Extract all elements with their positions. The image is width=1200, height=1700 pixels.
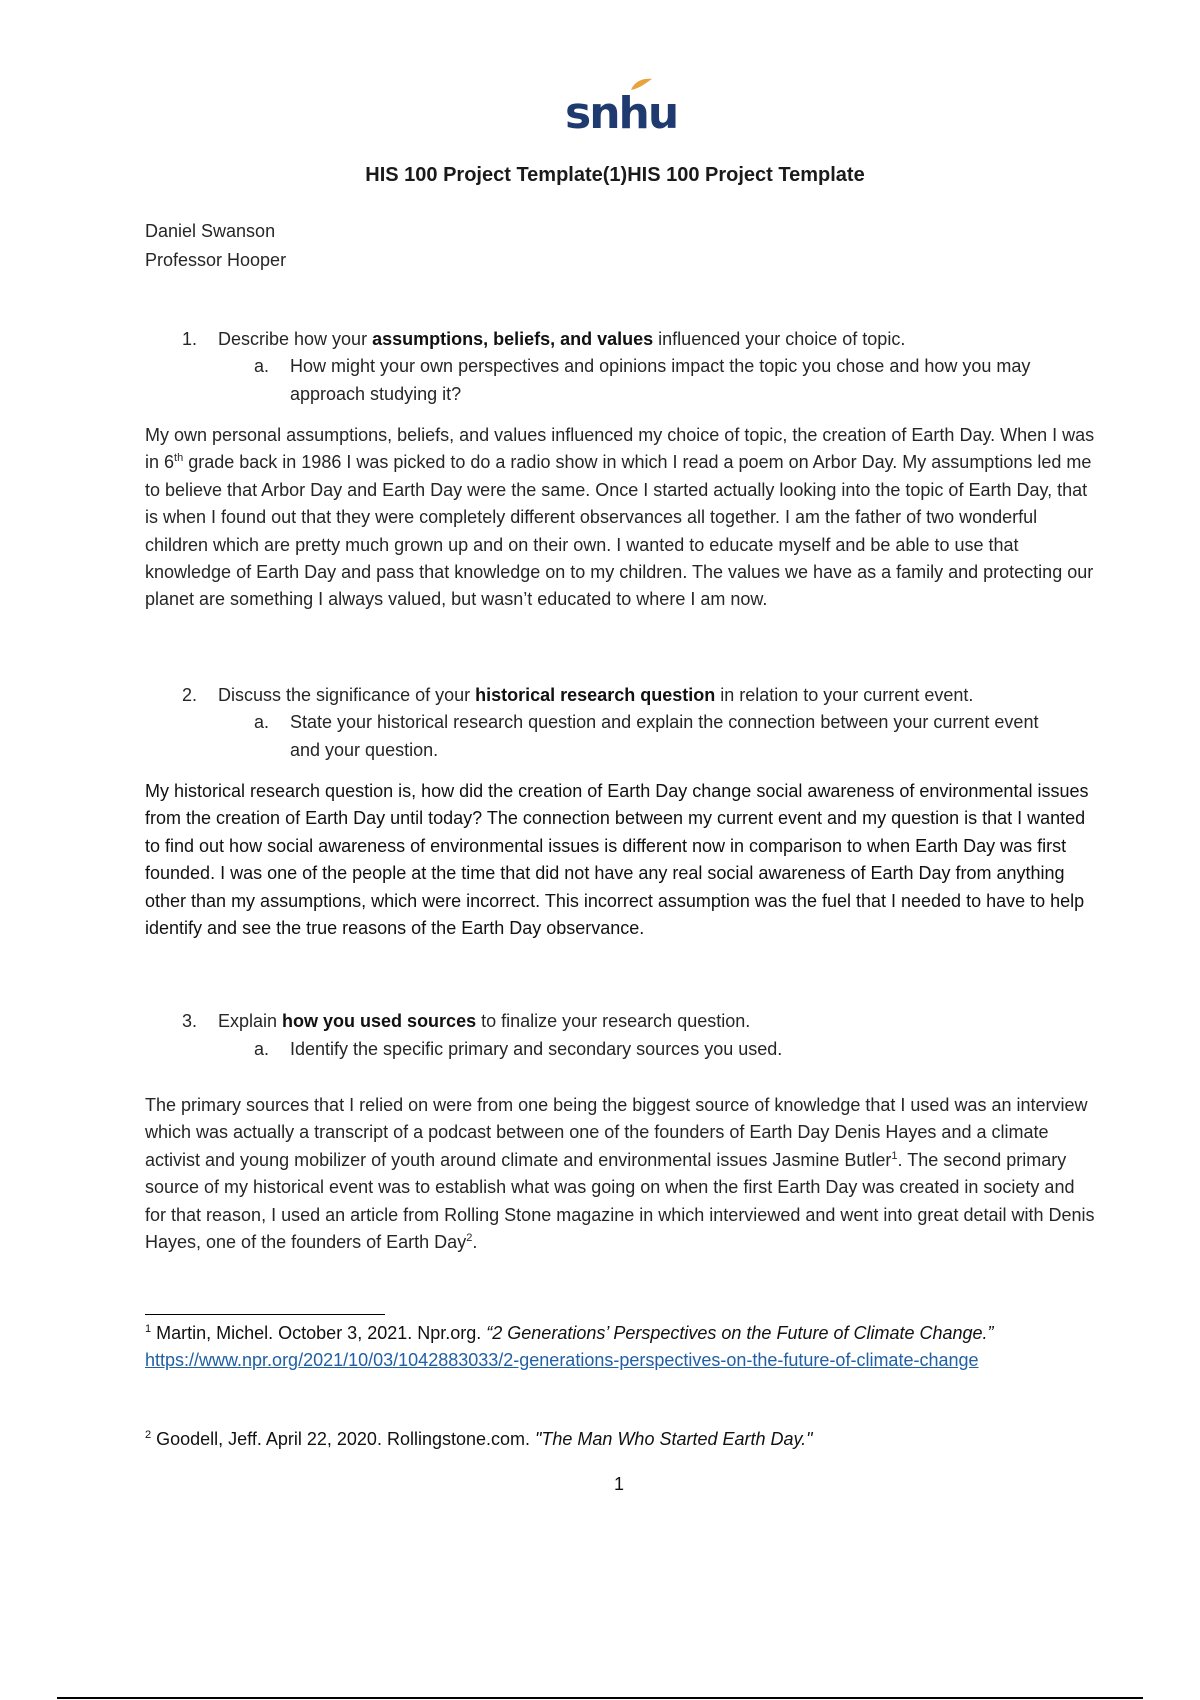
author-name: Daniel Swanson [145,221,276,241]
footnote-1: $^1$ Martin, Michel. October 3, 2021. Npr.org. “2 Generations’ Perspectives on the Future of Climate Change.” https://www.npr.org/2021/10/03/1042883033/2-generations-perspectives-on-the-future-of-climate-change [145,1323,994,1370]
logo-text: snhu [565,88,678,139]
sub-question-letter: a. [254,1039,270,1059]
page-number: 1 [613,1474,624,1494]
footnote-2: $^2$ Goodell, Jeff. April 22, 2020. Rollingstone.com. "The Man Who Started Earth Day." [145,1429,813,1449]
answer-2: My historical research question is, how did the creation of Earth Day change social awareness of environmental issues from the creation of Earth Day until today? The connection between my current event and my question is that I wanted to find out how social awareness of environmental issues is different now in comparison to when Earth Day was first founded. I was one of the people at the time that did not have any real social awareness of Earth Day from anything other than my assumptions, which were incorrect. This incorrect assumption was the fuel that I needed to have to help identify and see the true reasons of the Earth Day observance. [145,781,1089,939]
question-text: Describe how your assumptions, beliefs, and values influenced your choice of topic. [218,329,906,349]
question-text: Explain how you used sources to finalize your research question. [218,1011,751,1031]
sub-question-text: Identify the specific primary and secondary sources you used. [290,1039,783,1059]
snhu-logo [565,78,678,140]
sub-question-letter: a. [254,712,270,732]
answer-3: The primary sources that I relied on were from one being the biggest source of knowledge that I used was an interview which was actually a transcript of a podcast between one of the founders of Earth Day Denis Hayes and a climate activist and young mobilizer of youth around climate and environmental issues Jasmine Butler$^1$. The second primary source of my historical event was to establish what was going on when the first Earth Day was created in society and for that reason, I used an article from Rolling Stone magazine in which interviewed and went into great detail with Denis Hayes, one of the founders of Earth Day$^2$. [145,1095,1095,1253]
professor-name: Professor Hooper [145,250,287,270]
answer-1: My own personal assumptions, beliefs, and values influenced my choice of topic, the creation of Earth Day. When I was in 6th grade back in 1986 I was picked to do a radio show in which I read a poem on Arbor Day. My assumptions led me to believe that Arbor Day and Earth Day were the same. Once I started actually looking into the topic of Earth Day, that is when I found out that they were completely different observances all together. I am the father of two wonderful children which are pretty much grown up and on their own. I wanted to educate myself and be able to use that knowledge of Earth Day and pass that knowledge on to my children. The values we have as a family and protecting our planet are something I always valued, but wasn’t educated to where I am now. [145,425,1095,610]
sub-question-text: How might your own perspectives and opinions impact the topic you chose and how you may approach studying it? [290,356,1031,404]
footnote-separator [145,1314,385,1315]
footnote-link[interactable]: https://www.npr.org/2021/10/03/1042883033/2-generations-perspectives-on-the-future-of-climate-change [145,1350,979,1370]
question-text: Discuss the significance of your historical research question in relation to your current event. [218,685,974,705]
question-number: 2. [182,685,198,705]
page-bottom-rule [57,1697,1143,1699]
sub-question-letter: a. [254,356,270,376]
question-number: 1. [182,329,198,349]
sub-question-text: State your historical research question and explain the connection between your current event and your question. [290,712,1039,760]
question-number: 3. [182,1011,198,1031]
author-block [145,217,286,275]
page-title: HIS 100 Project Template(1)HIS 100 Project Template [365,164,865,186]
